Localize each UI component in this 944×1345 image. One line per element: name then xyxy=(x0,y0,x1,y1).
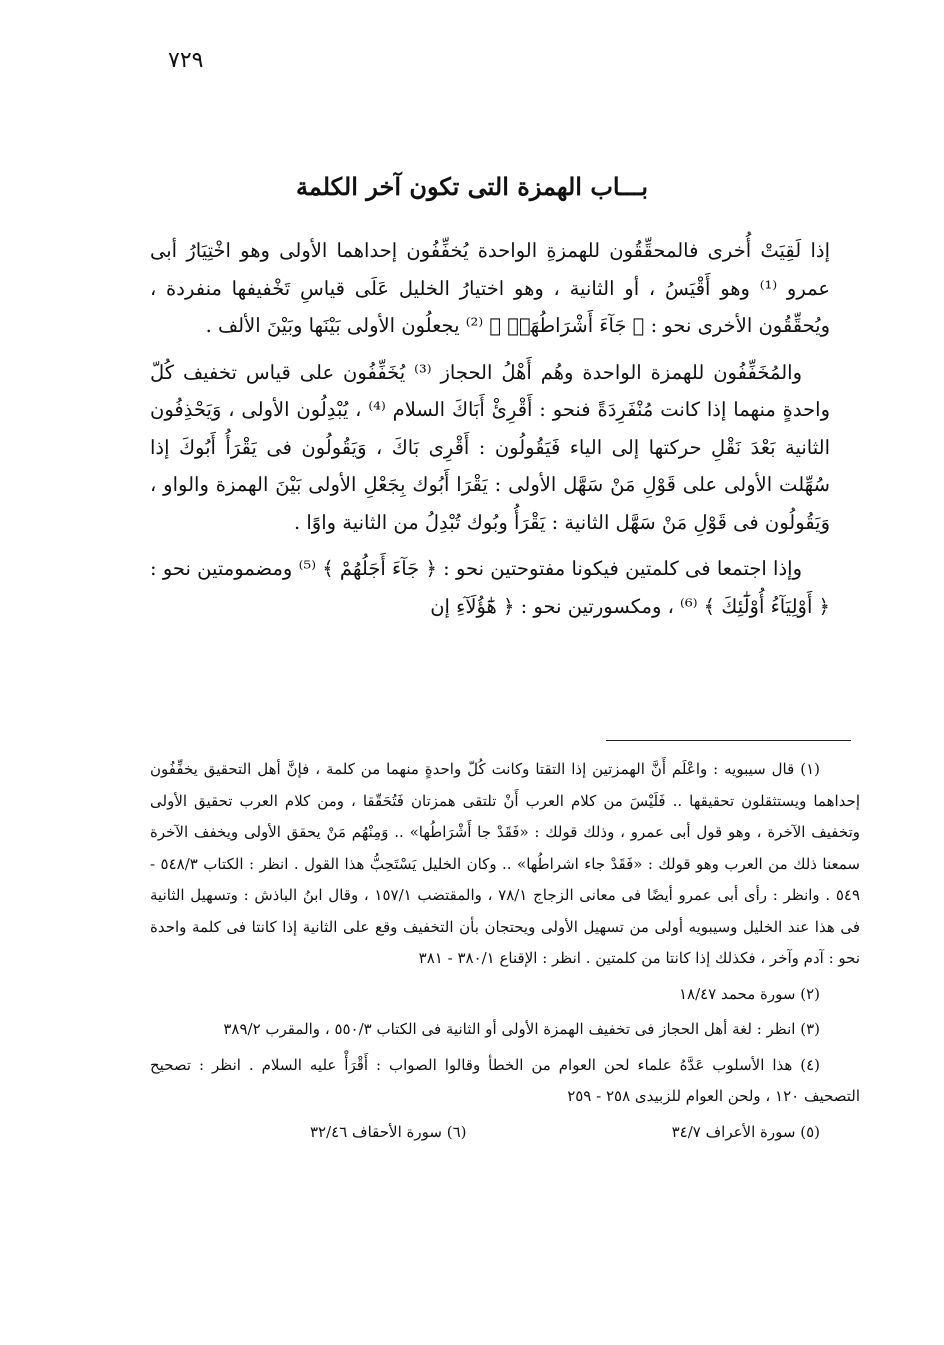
main-text xyxy=(150,232,830,625)
footnote: (٥) سورة الأعراف ٣٤/٧ xyxy=(671,1122,820,1141)
footnote: (١) قال سيبويه : واعْلَم أَنَّ الهمزتين إذا التقتا وكانت كُلّ واحدةٍ منهما من كلمة ، فإنَّ أهل التحقيق يخفِّفُون إحداهما ويستثقلون تحقيقها .. فَلَيْسَ من كلام العرب أَنْ تلتقى همزتان فَتُحَقّقا ، ومن كلام العرب تحقيق الأولى وتخفيف الآخرة ، وهو قول أبى عمرو ، وذلك قولك : «فَقَدْ جا أَشْرَاطُها» .. وَمِنْهُم مَنْ يحقق الأولى ويخفف الآخرة سمعنا ذلك من العرب وهو قولك : «فَقَدْ جاء اشراطُها» .. وكان الخليل يَسْتَحِبُّ هذا القول . انظر : الكتاب ٥٤٨/٣ - ٥٤٩ . وانظر : رأى أبى عمرو أيضًا فى معانى الزجاج ٧٨/١ ، والمقتضب ١٥٧/١ ، وقال ابنُ الباذش : وتسهيل الثانية فى هذا عند الخليل وسيبويه أولى من تسهيل الأولى ويحتجان بأن التخفيف وقع على الثانية إذا كانتا فى كلمة واحدة نحو : آدم وآخر ، فكذلك إذا كانتا من كلمتين . انظر : الإقناع ٣٨٠/١ - ٣٨١ xyxy=(150,760,860,967)
chapter-title: بـــاب الهمزة التى تكون آخر الكلمة xyxy=(295,172,649,201)
page-number: ٧٢٩ xyxy=(168,48,204,73)
footnote-row xyxy=(150,1117,860,1149)
footnote: (٦) سورة الأحقاف ٣٢/٤٦ xyxy=(310,1122,467,1141)
footnotes xyxy=(150,754,860,1148)
footnote: (٣) انظر : لغة أهل الحجاز فى تخفيف الهمزة الأولى أو الثانية فى الكتاب ٥٥٠/٣ ، والمقرب ٣٨٩/٢ xyxy=(223,1020,820,1038)
footnote-divider xyxy=(606,740,851,741)
footnote: (٢) سورة محمد ١٨/٤٧ xyxy=(678,984,820,1003)
paragraph: إذا لَقِيَتْ أُخرى فالمحقِّقُون للهمزةِ الواحدة يُخفِّفُون إحداهما الأولى وهو اخْتِيَارُ أبى عمرو ⁽¹⁾ وهو أَقْيَسُ ، أو الثانية ، وهو اختيارُ الخليل عَلَى قياسِ تَخْفيفها منفردة ، ويُحقِّقُون الأخرى نحو : ﴿ جَآءَ أَشْرَاطُهَاۚ ﴾ ⁽²⁾ يجعلُون الأولى بَيْنَها وبَيْنَ الألف . xyxy=(150,239,830,337)
paragraph: وإذا اجتمعا فى كلمتين فيكونا مفتوحتين نحو : ﴿ جَآءَ أَجَلُهُمْ ﴾ ⁽⁵⁾ ومضمومتين نحو : ﴿ أَوْلِيَآءُ أُوْلَٰٓئِكَ ﴾ ⁽⁶⁾ ، ومكسورتين نحو : ﴿ هَٰٓؤُلَآءِ إن xyxy=(150,557,830,618)
paragraph: والمُخَفِّفُون للهمزة الواحدة وهُم أَهْلُ الحجاز ⁽³⁾ يُخَفِّفُون على قياس تخفيف كُلّ واحدةٍ منهما إذا كانت مُنْفَرِدَةً فنحو : أَقْرِئْ أَبَاكَ السلام ⁽⁴⁾ ، يُبْدِلُون الأولى ، وَيَحْذِفُون الثانية بَعْدَ نَقْلِ حركتها إلى الياء فَيَقُولُون : أَقْرِى بَاكَ ، وَيَقُولُون فى يَقْرَأُ أَبُوكَ إذا سُهِّلت الأولى على قَوْلِ مَنْ سَهَّل الأولى : يَقْرَا أَبُوك بِجَعْلِ الأولى بَيْنَ الهمزة والواو ، وَيَقُولُون فى قَوْلِ مَنْ سَهَّل الثانية : يَقْرَأُ وبُوك تُبْدِلُ من الثانية واوًا . xyxy=(150,360,830,534)
footnote: (٤) هذا الأسلوب عَدَّهُ علماء لحن العوام من الخطأ وقالوا الصواب : أَقْرَأْ عليه السلام . انظر : تصحيح التصحيف ١٢٠ ، ولحن العوام للزبيدى ٢٥٨ - ٢٥٩ xyxy=(150,1055,860,1105)
